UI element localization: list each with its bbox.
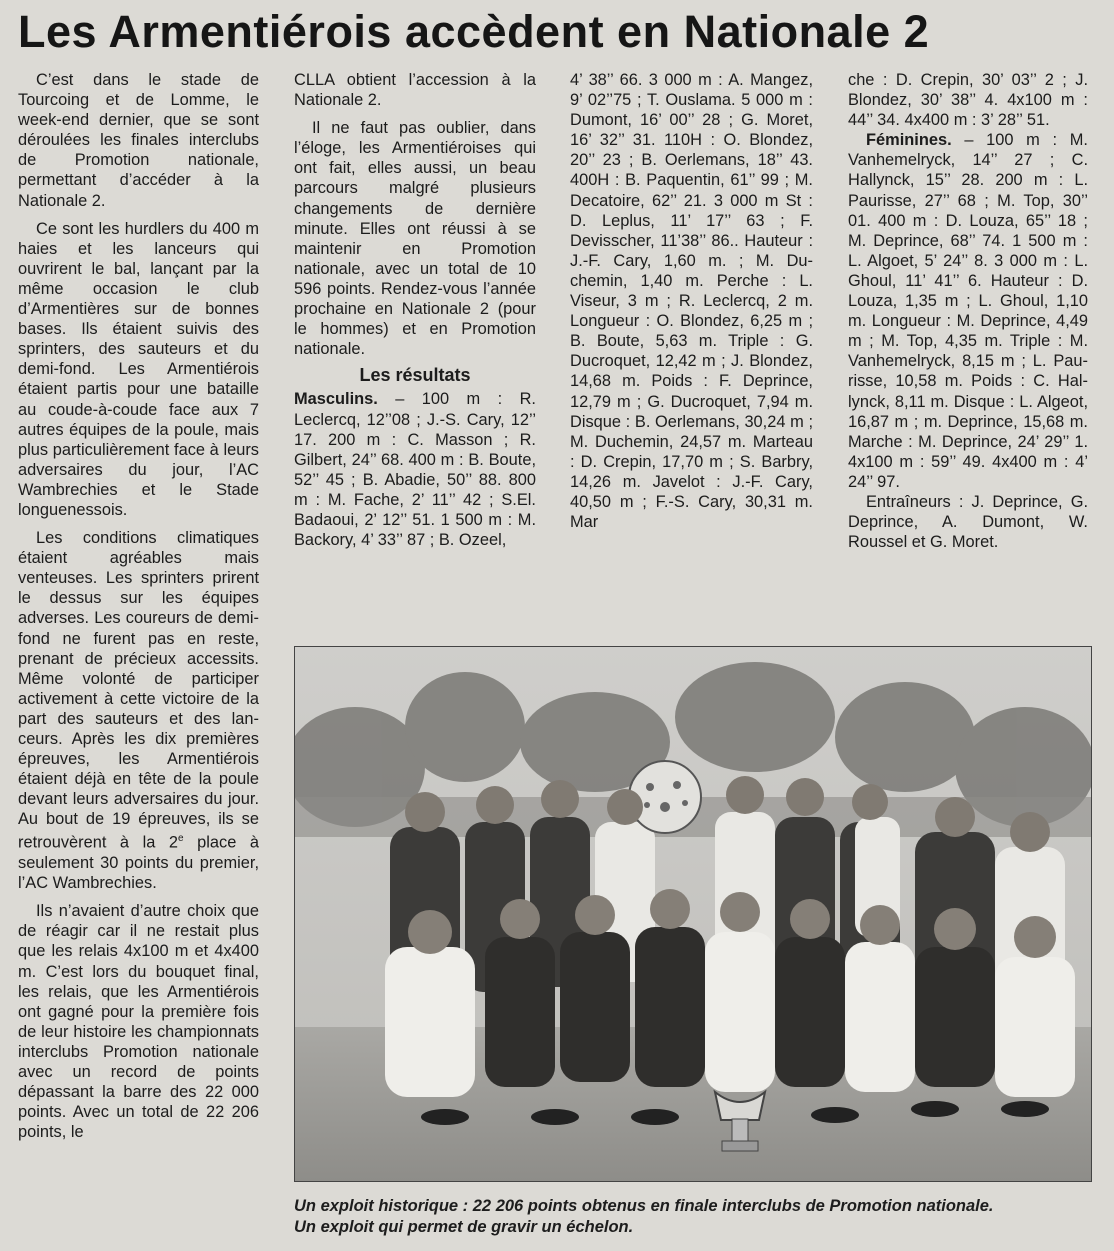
- article-column-1: [18, 70, 259, 1142]
- results-men-end: che : D. Crepin, 30’ 03’’ 2 ; J. Blondez, 30’ 38’’ 4. 4x100 m : 44’’ 34. 4x400 m : 3’ 28’’ 51.: [848, 71, 1088, 130]
- paragraph-relays: Ils n’avaient d’autre choix que de réagir car il ne restait plus que les relais 4x100 m et 4x400 m. C’est lors du bouquet final, les relais, que les Armentiérois ont gagné pour la première fois de leur histoire les championnats interclubs Promotion nationale avec un record de points dépassant la barre des 22 000 points. Avec un total de 22 206 points, le: [18, 902, 259, 1142]
- paragraph-conditions: Les conditions climatiques étaient agréables mais venteuses. Les sprinters prirent le dessus sur les équipes adverses. Les coureurs de demi-fond ne furent pas en reste, prenant de précieux accessits. Même volonté de participer activement à cette victoire de la part des sauteurs et des lanceurs. Après les dix premières épreuves, les Armentiérois étaient déjà en tête de la poule devant leurs adversaires du jour. Au bout de 19 épreuves, ils se retrouvèrent à la 2e place à seulement 30 points du premier, l’AC Wambrechies.: [18, 529, 259, 893]
- headline: Les Armentiérois accèdent en Nationale 2: [18, 6, 930, 57]
- paragraph-relays-continued: CLLA obtient l’accession à la Nationale 2.: [294, 71, 536, 110]
- coaches: Entraîneurs : J. Deprince, G. Deprince, A. Dumont, W. Roussel et G. Moret.: [848, 492, 1088, 552]
- team-photo-image: [295, 647, 1091, 1181]
- results-heading: Les résultats: [359, 365, 471, 386]
- photo-caption: [294, 1196, 1094, 1238]
- results-men: Masculins. – 100 m : R. Leclercq, 12’’08 ; J.-S. Cary, 12’’ 17. 200 m : C. Masson ; R. Gilbert, 24’’ 68. 400 m : B. Boute, 52’’ 45 ; B. Abadie, 50’’ 88. 800 m : M. Fache, 2’ 11’’ 42 ; S.El. Badaoui, 2’ 12’’ 51. 1 500 m : M. Backory, 4’ 33’’ 87 ; B. Ozeel,: [294, 390, 536, 550]
- paragraph-intro: C’est dans le stade de Tourcoing et de Lomme, le week-end dernier, que se sont déroulées les finales interclubs de Promotion nationale, permettant d’accéder à la Nationale 2.: [18, 71, 259, 210]
- paragraph-opening: Ce sont les hurdlers du 400 m haies et les lanceurs qui ouvrirent le bal, lançant par la même occasion le club d’Armentières sur de bonnes bases. Ils étaient suivis des sprinters, des sauteurs et du demi-fond. Les Armentiérois étaient partis pour une bataille au coude-à-coude face aux 7 autres équipes de la poule, mais plus particulièrement face à leurs adversaires du jour, l’AC Wambrechies et le Stade longuenessois.: [18, 219, 259, 519]
- results-men-continued: 4’ 38’’ 66. 3 000 m : A. Mangez, 9’ 02’’75 ; T. Ouslama. 5 000 m : Dumont, 16’ 00’’ 28 ; G. Moret, 16’ 32’’ 31. 110H : O. Blondez, 20’’ 23 ; B. Oerlemans, 18’’ 43. 400H : B. Paquentin, 61’’ 99 ; M. Decatoire, 62’’ 21. 3 000 m St : D. Leplus, 11’ 17’’ 63 ; F. Devisscher, 11’38’’ 86.. Hauteur : J.-F. Cary, 1,60 m. ; M. Duchemin, 1,40 m. Perche : L. Viseur, 3 m ; R. Leclercq, 2 m. Longueur : O. Blondez, 6,25 m ; B. Boute, 5,63 m. Triple : G. Ducroquet, 12,42 m ; J. Blondez, 14,68 m. Poids : F. Deprince, 12,79 m ; G. Ducroquet, 7,94 m. Disque : B. Oerlemans, 30,24 m ; M. Duchemin, 24,57 m. Marteau : D. Crepin, 17,70 m ; S. Barbry, 14,26 m. Javelot : J.-F. Cary, 40,50 m ; F.-S. Cary, 30,31 m. Mar: [570, 71, 813, 532]
- results-women: Féminines. – 100 m : M. Vanhemelryck, 14’’ 27 ; C. Hallynck, 15’’ 28. 200 m : L. Paurisse, 27’’ 68 ; M. Top, 30’’ 01. 400 m : D. Louza, 65’’ 18 ; M. Deprince, 68’’ 74. 1 500 m : L. Algoet, 5’ 24’’ 8. 3 000 m : L. Ghoul, 11’ 41’’ 6. Hauteur : D. Louza, 1,35 m ; L. Ghoul, 1,10 m. Longueur : M. Deprince, 4,49 m ; M. Top, 4,35 m. Triple : M. Vanhemelryck, 8,15 m ; L. Paurisse, 10,58 m. Poids : C. Hallynck, 8,11 m. Disque : L. Algeot, 16,87 m ; m. Deprince, 15,68 m. Marche : M. Deprince, 24’ 29’’ 1. 4x100 m : 59’’ 49. 4x400 m : 4’ 24’’ 97.: [848, 131, 1088, 491]
- team-photo: [294, 646, 1092, 1182]
- caption-line-2: Un exploit qui permet de gravir un échelon.: [294, 1218, 634, 1236]
- women-label: Féminines.: [866, 131, 952, 150]
- caption-line-1: Un exploit historique : 22 206 points obtenus en finale interclubs de Promotion nationale.: [294, 1197, 994, 1215]
- article-column-4: [848, 70, 1088, 552]
- paragraph-women: Il ne faut pas oublier, dans l’éloge, les Armentiéroises qui ont fait, elles aussi, un beau parcours malgré plusieurs changements de dernière minute. Elles ont réussi à se maintenir en Promotion nationale, avec un total de 10 596 points. Rendez-vous l’année prochaine en Nationale 2 (pour le hommes) et en Promotion nationale.: [294, 119, 536, 359]
- article-column-3: [570, 70, 813, 532]
- men-label: Masculins.: [294, 390, 378, 409]
- article-column-2: [294, 70, 536, 550]
